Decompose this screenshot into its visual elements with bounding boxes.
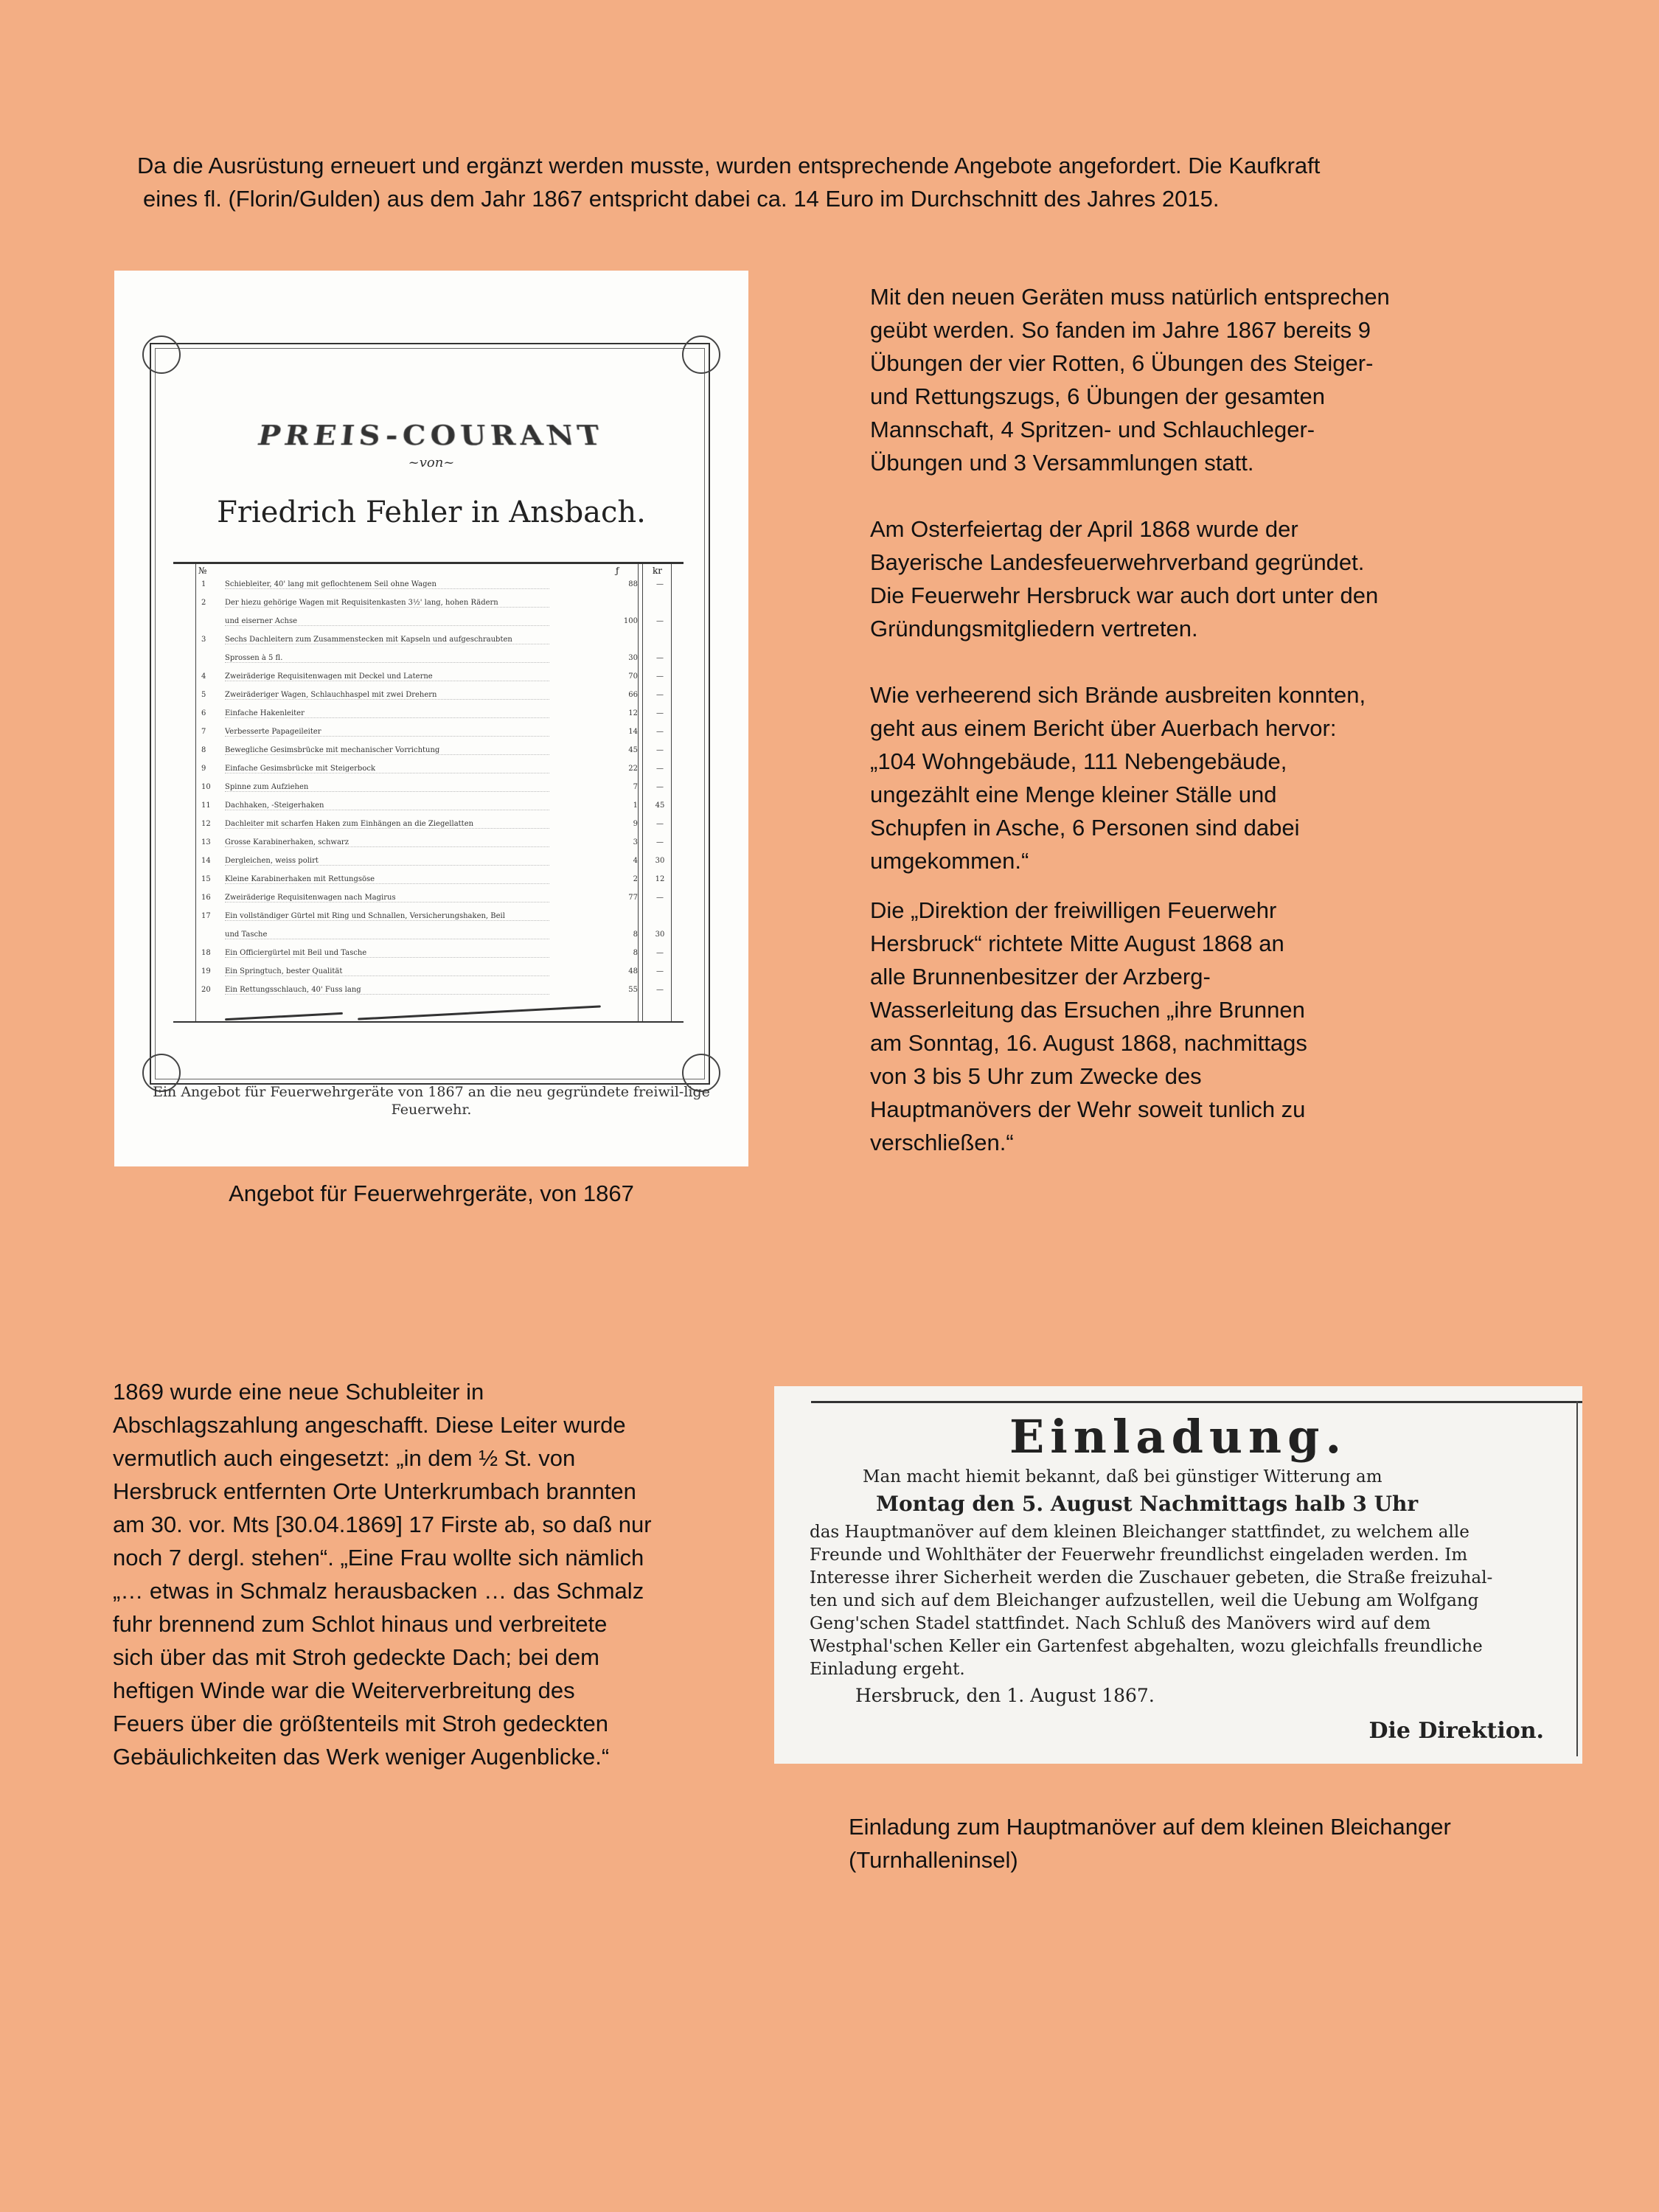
price-row-text: Zweiräderige Requisitenwagen nach Magirus <box>225 894 549 902</box>
price-list-row <box>173 967 684 986</box>
invitation-line: Interesse ihrer Sicherheit werden die Zuschauer gebeten, die Straße freizuhal- <box>810 1568 1493 1587</box>
invitation-caption <box>849 1810 1557 1877</box>
price-row-text: Verbesserte Papageileiter <box>225 728 549 737</box>
price-list-row <box>173 599 684 617</box>
paragraph-direktion: Die „Direktion der freiwilligen Feuerwehr Hersbruck“ richtete Mitte August 1868 an alle Brunnenbesitzer der Arzberg- Wasserleitung das Ersuchen „ihre Brunnen am Sonntag, 16. August 1868, nachmittags von 3 bis 5 Uhr zum Zwecke des Hauptmanövers der Wehr soweit tunlich zu verschließen.“ <box>870 897 1307 1155</box>
price-row-text: und Tasche <box>225 931 549 939</box>
price-row-num: 4 <box>201 672 206 681</box>
invitation-signature: Die Direktion. <box>1368 1718 1544 1744</box>
price-row-num: 18 <box>201 949 211 957</box>
price-row-num: 20 <box>201 986 211 994</box>
price-row-text: Kleine Karabinerhaken mit Rettungsöse <box>225 875 549 884</box>
price-row-text: Dachleiter mit scharfen Haken zum Einhängen an die Ziegellatten <box>225 820 549 829</box>
col-kreuzer-header: kr <box>653 566 663 576</box>
price-list-row <box>173 765 684 783</box>
price-row-num: 1 <box>201 580 206 588</box>
price-row-kr: — <box>656 894 664 902</box>
price-row-num: 17 <box>201 912 211 920</box>
price-row-kr: 30 <box>655 931 665 939</box>
right-column-text <box>870 280 1482 1159</box>
price-row-text: Dachhaken, -Steigerhaken <box>225 801 549 810</box>
price-row-fl: 2 <box>633 875 638 883</box>
intro-line-2: eines fl. (Florin/Gulden) aus dem Jahr 1867 entspricht dabei ca. 14 Euro im Durchschnitt des Jahres 2015. <box>143 186 1220 212</box>
intro-paragraph <box>137 149 1538 215</box>
paragraph-schubleiter: 1869 wurde eine neue Schubleiter in Abschlagszahlung angeschafft. Diese Leiter wurde vermutlich auch eingesetzt: „in dem ½ St. von Hersbruck entfernten Orte Unterkrumbach brannten am 30. vor. Mts [30.04.1869] 17 Firste ab, so daß nur noch 7 dergl. stehen“. „Eine Frau wollte sich nämlich „… etwas in Schmalz herausbacken … das Schmalz fuhr brennend zum Schlot hinaus und verbreitete sich über das mit Stroh gedeckte Dach; bei dem heftigen Winde war die Weiterverbreitung des Feuers über die größtenteils mit Stroh gedeckten Gebäulichkeiten das Werk weniger Augenblicke.“ <box>113 1379 652 1770</box>
price-row-fl: 4 <box>633 857 638 865</box>
price-row-text: Ein vollständiger Gürtel mit Ring und Schnallen, Versicherungshaken, Beil <box>225 912 549 921</box>
price-list-row <box>173 691 684 709</box>
price-list-row <box>173 580 684 599</box>
price-row-text: Ein Officiergürtel mit Beil und Tasche <box>225 949 549 958</box>
price-row-num: 2 <box>201 599 206 607</box>
price-row-fl: 7 <box>633 783 638 791</box>
price-row-num: 8 <box>201 746 206 754</box>
price-row-text: Sprossen à 5 fl. <box>225 654 549 663</box>
invitation-line: Westphal'schen Keller ein Gartenfest abgehalten, wozu gleichfalls freundliche <box>810 1637 1483 1656</box>
price-row-fl: 8 <box>633 931 638 939</box>
price-row-fl: 55 <box>628 986 638 994</box>
price-list-inner-caption: Ein Angebot für Feuerwehrgeräte von 1867 an die neu gegründete freiwil-lige Feuerwehr. <box>153 1084 710 1118</box>
price-list-row <box>173 838 684 857</box>
price-list-vendor: Friedrich Fehler in Ansbach. <box>217 495 646 529</box>
price-row-kr: — <box>656 783 664 791</box>
paragraph-exercises: Mit den neuen Geräten muss natürlich entsprechen geübt werden. So fanden im Jahre 1867 bereits 9 Übungen der vier Rotten, 6 Übungen des Steiger- und Rettungszugs, 6 Übungen der gesamten Mannschaft, 4 Spritzen- und Schlauchleger- Übungen und 3 Versammlungen statt. <box>870 284 1390 476</box>
price-list-image <box>114 271 748 1166</box>
invitation-line: Geng'schen Stadel stattfindet. Nach Schluß des Manövers wird auf dem <box>810 1614 1431 1633</box>
price-list-row <box>173 672 684 691</box>
price-row-fl: 48 <box>628 967 638 975</box>
price-row-text: Ein Rettungsschlauch, 40' Fuss lang <box>225 986 549 995</box>
price-row-text: Einfache Hakenleiter <box>225 709 549 718</box>
price-row-num: 15 <box>201 875 211 883</box>
col-florin-header: ƒ <box>616 566 619 576</box>
price-row-fl: 1 <box>633 801 638 810</box>
price-row-fl: 8 <box>633 949 638 957</box>
price-list-row <box>173 728 684 746</box>
price-row-kr: 30 <box>655 857 665 865</box>
price-row-num: 11 <box>201 801 211 810</box>
price-row-text: Der hiezu gehörige Wagen mit Requisitenkasten 3½' lang, hohen Rädern <box>225 599 549 608</box>
price-row-text: Zweiräderige Requisitenwagen mit Deckel und Laterne <box>225 672 549 681</box>
price-list-row <box>173 654 684 672</box>
price-list-row <box>173 746 684 765</box>
invitation-title: Einladung. <box>1009 1410 1348 1464</box>
price-row-fl: 66 <box>628 691 638 699</box>
price-row-num: 10 <box>201 783 211 791</box>
price-row-num: 13 <box>201 838 211 846</box>
price-row-kr: — <box>656 949 664 957</box>
price-list-row <box>173 709 684 728</box>
price-row-kr: — <box>656 728 664 736</box>
invitation-caption-line-2: (Turnhalleninsel) <box>849 1847 1018 1873</box>
invitation-date-line: Montag den 5. August Nachmittags halb 3 Uhr <box>876 1492 1419 1516</box>
price-row-fl: 30 <box>628 654 638 662</box>
price-row-text: Grosse Karabinerhaken, schwarz <box>225 838 549 847</box>
price-row-fl: 12 <box>628 709 638 717</box>
price-row-num: 3 <box>201 636 206 644</box>
price-row-kr: — <box>656 672 664 681</box>
price-row-kr: — <box>656 820 664 828</box>
paragraph-auerbach: Wie verheerend sich Brände ausbreiten konnten, geht aus einem Bericht über Auerbach hervor: „104 Wohngebäude, 111 Nebengebäude, ungezählt eine Menge kleiner Ställe und Schupfen in Asche, 6 Personen sind dabei umgekommen.“ <box>870 682 1366 874</box>
price-row-fl: 88 <box>628 580 638 588</box>
price-list-von: ~von~ <box>408 455 455 470</box>
price-list-title: PREIS-COURANT <box>254 419 608 453</box>
price-row-kr: — <box>656 580 664 588</box>
invitation-line: Man macht hiemit bekannt, daß bei günstiger Witterung am <box>863 1467 1382 1486</box>
price-row-num: 14 <box>201 857 211 865</box>
price-row-kr: — <box>656 617 664 625</box>
price-row-fl: 100 <box>623 617 638 625</box>
invitation-top-rule <box>811 1401 1582 1403</box>
price-row-kr: — <box>656 654 664 662</box>
price-list-row <box>173 986 684 1004</box>
price-row-text: Spinne zum Aufziehen <box>225 783 549 792</box>
price-row-num: 19 <box>201 967 211 975</box>
price-row-text: Zweiräderiger Wagen, Schlauchhaspel mit zwei Drehern <box>225 691 549 700</box>
price-list-row <box>173 875 684 894</box>
intro-line-1: Da die Ausrüstung erneuert und ergänzt werden musste, wurden entsprechende Angebote angefordert. Die Kaufkraft <box>137 153 1321 178</box>
price-row-text: Bewegliche Gesimsbrücke mit mechanischer Vorrichtung <box>225 746 549 755</box>
price-row-text: Schiebleiter, 40' lang mit geflochtenem Seil ohne Wagen <box>225 580 549 589</box>
price-list-row <box>173 636 684 654</box>
price-list-row <box>173 931 684 949</box>
price-row-kr: — <box>656 986 664 994</box>
price-row-num: 12 <box>201 820 211 828</box>
price-row-num: 16 <box>201 894 211 902</box>
price-list-row <box>173 912 684 931</box>
price-row-num: 9 <box>201 765 206 773</box>
invitation-line: das Hauptmanöver auf dem kleinen Bleichanger stattfindet, zu welchem alle <box>810 1523 1470 1542</box>
price-list-row <box>173 894 684 912</box>
invitation-caption-line-1: Einladung zum Hauptmanöver auf dem kleinen Bleichanger <box>849 1814 1451 1840</box>
price-row-fl: 70 <box>628 672 638 681</box>
price-list-row <box>173 857 684 875</box>
price-row-kr: — <box>656 691 664 699</box>
price-list-table <box>173 562 684 1023</box>
price-row-num: 5 <box>201 691 206 699</box>
price-list-row <box>173 801 684 820</box>
price-row-kr: — <box>656 765 664 773</box>
price-row-text: Dergleichen, weiss polirt <box>225 857 549 866</box>
price-list-row <box>173 617 684 636</box>
price-row-text: Ein Springtuch, bester Qualität <box>225 967 549 976</box>
price-row-kr: 12 <box>655 875 665 883</box>
price-row-kr: — <box>656 838 664 846</box>
invitation-line: Einladung ergeht. <box>810 1660 965 1679</box>
price-row-kr: — <box>656 746 664 754</box>
price-row-fl: 45 <box>628 746 638 754</box>
price-list-row <box>173 783 684 801</box>
price-row-text: Sechs Dachleitern zum Zusammenstecken mit Kapseln und aufgeschraubten <box>225 636 549 644</box>
invitation-place-date: Hersbruck, den 1. August 1867. <box>855 1685 1155 1706</box>
ornament-corner <box>142 335 181 374</box>
price-row-kr: — <box>656 967 664 975</box>
price-row-fl: 9 <box>633 820 638 828</box>
price-row-text: Einfache Gesimsbrücke mit Steigerbock <box>225 765 549 773</box>
price-list-rows <box>173 580 684 1004</box>
ornament-corner <box>682 335 720 374</box>
price-row-num: 7 <box>201 728 206 736</box>
price-row-kr: 45 <box>655 801 665 810</box>
price-row-text: und eiserner Achse <box>225 617 549 626</box>
price-list-caption: Angebot für Feuerwehrgeräte, von 1867 <box>229 1180 634 1206</box>
invitation-line: ten und sich auf dem Bleichanger aufzustellen, weil die Uebung am Wolfgang <box>810 1591 1479 1610</box>
paragraph-landesverband: Am Osterfeiertag der April 1868 wurde der Bayerische Landesfeuerwehrverband gegründet. Die Feuerwehr Hersbruck war auch dort unter den Gründungsmitgliedern vertreten. <box>870 516 1379 641</box>
price-row-fl: 14 <box>628 728 638 736</box>
price-row-kr: — <box>656 709 664 717</box>
price-list-row <box>173 820 684 838</box>
price-list-row <box>173 949 684 967</box>
price-row-fl: 22 <box>628 765 638 773</box>
price-row-fl: 3 <box>633 838 638 846</box>
invitation-image <box>774 1386 1582 1764</box>
price-row-fl: 77 <box>628 894 638 902</box>
price-row-num: 6 <box>201 709 206 717</box>
col-number-header: № <box>198 566 207 576</box>
invitation-line: Freunde und Wohlthäter der Feuerwehr freundlichst eingeladen werden. Im <box>810 1545 1468 1565</box>
